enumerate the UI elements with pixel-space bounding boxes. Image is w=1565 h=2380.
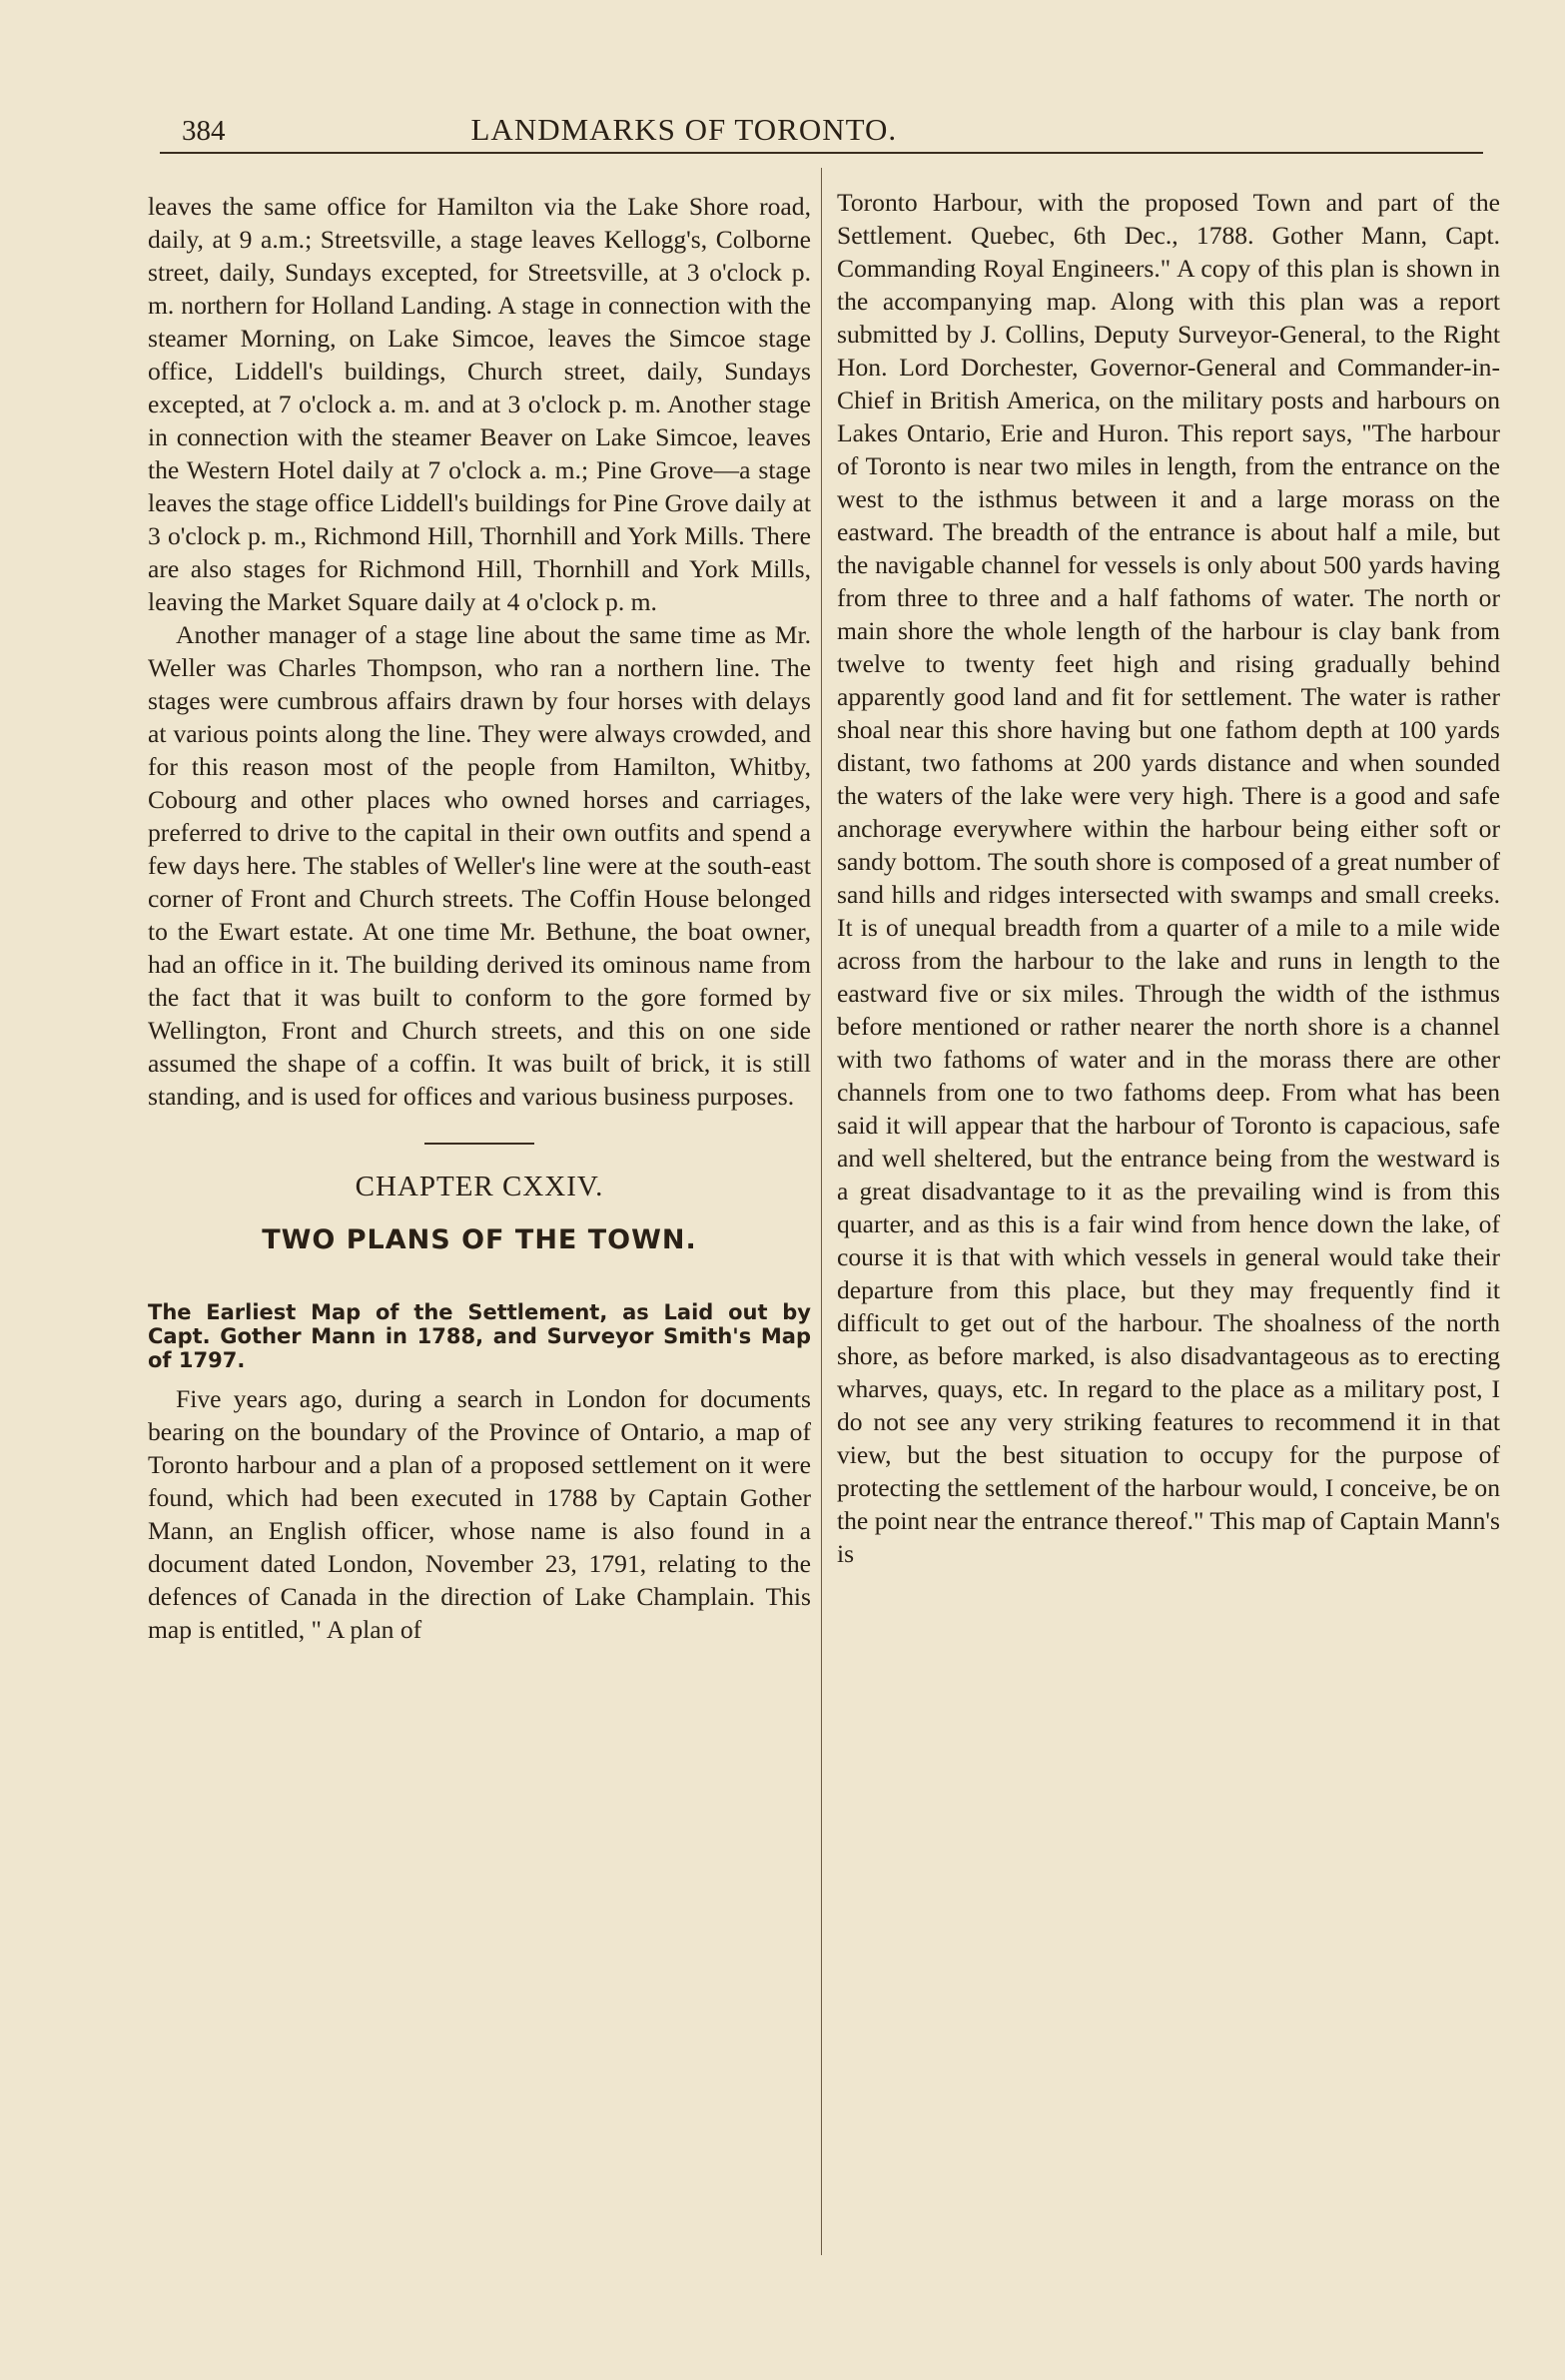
column-divider [821,168,822,2255]
section-divider [424,1143,534,1145]
running-head: LANDMARKS OF TORONTO. [470,112,898,147]
chapter-number: CHAPTER CXXIV. [355,1171,604,1202]
page-number: 384 [182,115,226,147]
body-paragraph: leaves the same office for Hamilton via the Lake Shore road, daily, at 9 a.m.; Streetsville, a stage leaves Kellogg's, Colborne street, daily, Sundays excepted, for Streetsville, at 3 o'clock p. m. northern for Holland Landing. A stage in connection with the steamer Morning, on Lake Simcoe, leaves the Simcoe stage office, Liddell's buildings, Church street, daily, Sundays excepted, at 7 o'clock a. m. and at 3 o'clock p. m. Another stage in connection with the steamer Beaver on Lake Simcoe, leaves the Western Hotel daily at 7 o'clock a. m.; Pine Grove—a stage leaves the stage office Liddell's buildings for Pine Grove daily at 3 o'clock p. m., Richmond Hill, Thornhill and York Mills. There are also stages for Richmond Hill, Thornhill and York Mills, leaving the Market Square daily at 4 o'clock p. m. [148,192,811,616]
left-column [148,190,811,1646]
page-header [160,102,1483,154]
body-paragraph: Five years ago, during a search in London for documents bearing on the boundary of the Province of Ontario, a map of Toronto harbour and a plan of a proposed settlement on it were found, which had been executed in 1788 by Captain Gother Mann, an English officer, whose name is also found in a document dated London, November 23, 1791, relating to the defences of Canada in the direction of Lake Champlain. This map is entitled, " A plan of [148,1384,811,1644]
body-paragraph: Another manager of a stage line about the same time as Mr. Weller was Charles Thompson, who ran a northern line. The stages were cumbrous affairs drawn by four horses with delays at various points along the line. They were always crowded, and for this reason most of the people from Hamilton, Whitby, Cobourg and other places who owned horses and carriages, preferred to drive to the capital in their own outfits and spend a few days here. The stables of Weller's line were at the south-east corner of Front and Church streets. The Coffin House belonged to the Ewart estate. At one time Mr. Bethune, the boat owner, had an office in it. The building derived its ominous name from the fact that it was built to conform to the gore formed by Wellington, Front and Church streets, and this on one side assumed the shape of a coffin. It was built of brick, it is still standing, and is used for offices and various business purposes. [148,620,811,1111]
body-paragraph: Toronto Harbour, with the proposed Town and part of the Settlement. Quebec, 6th Dec., 1788. Gother Mann, Capt. Commanding Royal Engineers." A copy of this plan is shown in the accompanying map. Along with this plan was a report submitted by J. Collins, Deputy Surveyor-General, to the Right Hon. Lord Dorchester, Governor-General and Commander-in-Chief in British America, on the military posts and harbours on Lakes Ontario, Erie and Huron. This report says, "The harbour of Toronto is near two miles in length, from the entrance on the west to the isthmus between it and a large morass on the eastward. The breadth of the entrance is about half a mile, but the navigable channel for vessels is only about 500 yards having from three to three and a half fathoms of water. The north or main shore the whole length of the harbour is clay bank from twelve to twenty feet high and rising gradually behind apparently good land and fit for settlement. The water is rather shoal near this shore having but one fathom depth at 100 yards distant, two fathoms at 200 yards distance and when sounded the waters of the lake were very high. There is a good and safe anchorage everywhere within the harbour being either soft or sandy bottom. The south shore is composed of a great number of sand hills and ridges intersected with swamps and small creeks. It is of unequal breadth from a quarter of a mile to a mile wide across from the harbour to the lake and runs in length to the eastward five or six miles. Through the width of the isthmus before mentioned or rather nearer the north shore is a channel with two fathoms of water and in the morass there are other channels from one to two fathoms deep. From what has been said it will appear that the harbour of Toronto is capacious, safe and well sheltered, but the entrance being from the westward is a great disadvantage to it as the prevailing wind is from this quarter, and as this is a fair wind from hence down the lake, of course it is that with which vessels in general would take their departure from this place, but they may frequently find it difficult to get out of the harbour. The shoalness of the north shore, as before marked, is also disadvantageous as to erecting wharves, quays, etc. In regard to the place as a military post, I do not see any very striking features to recommend it in that view, but the best situation to occupy for the purpose of protecting the settlement of the harbour would, I conceive, be on the point near the entrance thereof." This map of Captain Mann's is [837,188,1500,1568]
section-heading: The Earliest Map of the Settlement, as Laid out by Capt. Gother Mann in 1788, and Surveyor Smith's Map of 1797. [148,1300,811,1372]
chapter-title: TWO PLANS OF THE TOWN. [262,1224,697,1255]
right-column [837,186,1500,1570]
